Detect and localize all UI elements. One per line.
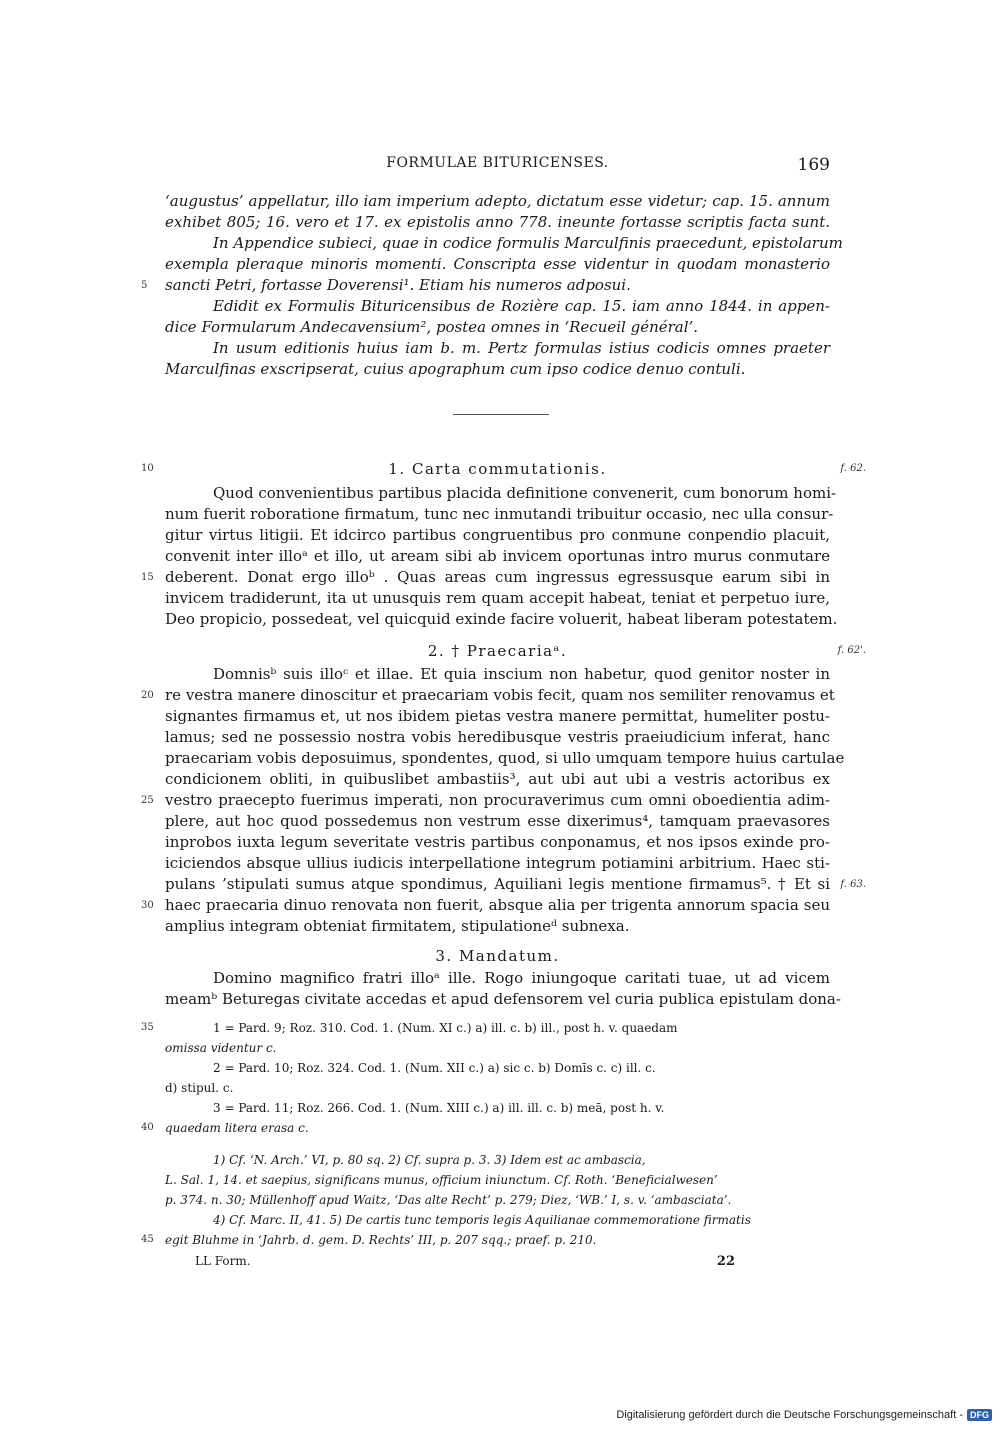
intro-line (165, 212, 830, 233)
line-text: invicem tradiderunt, ita ut unusquis rem quam accepit habeat, teniat et perpetuo iure, (165, 589, 830, 607)
line-text: deberent. Donat ergo illoᵇ . Quas areas cum ingressus egressusque earum sibi in (165, 568, 830, 586)
line-number: 5 (141, 280, 148, 291)
line-number: 40 (141, 1122, 154, 1133)
page-number: 169 (797, 155, 830, 175)
line-text: num fuerit roboratione firmatum, tunc nec inmutandi tribuitur occasio, nec ulla consur- (165, 505, 834, 523)
section-title: 1. Carta commutationis. (388, 460, 607, 478)
footnote-line (141, 1230, 830, 1250)
line-text: praecariam vobis deposuimus, spondentes, quod, si ullo umquam tempore huius cartulae (165, 749, 845, 767)
line-text: ‘augustus’ appellatur, illo iam imperium adepto, dictatum esse videtur; cap. 15. annum (165, 192, 830, 210)
apparatus-line (165, 1058, 830, 1078)
line-text: In Appendice subieci, quae in codice formulis Marculfinis praecedunt, epistolarum (213, 234, 843, 252)
line-text: sancti Petri, fortasse Doverensi¹. Etiam his numeros adposui. (165, 276, 631, 294)
intro-line (141, 275, 830, 296)
section-title: 2. † Praecariaᵃ. (427, 642, 568, 660)
section-divider (453, 414, 549, 415)
line-text: inprobos iuxta legum severitate vestris partibus conponamus, et nos ipsos exinde pro- (165, 833, 830, 851)
line-text: In usum editionis huius iam b. m. Pertz formulas istius codicis omnes praeter (213, 339, 830, 357)
line-text: haec praecaria dinuo renovata non fuerit, absque alia per trigenta annorum spacia seu (165, 896, 830, 914)
intro-line (165, 296, 830, 317)
section-title: 3. Mandatum. (435, 947, 560, 965)
body-line (141, 895, 830, 916)
running-head (165, 155, 830, 179)
line-number: 20 (141, 690, 154, 701)
apparatus-line (141, 1018, 830, 1038)
running-head-title: FORMULAE BITURICENSES. (386, 155, 609, 171)
dfg-logo: DFG (967, 1409, 992, 1421)
footnote-line (165, 1150, 830, 1170)
line-text: amplius integram obteniat firmitatem, stipulationeᵈ subnexa. (165, 917, 630, 935)
body-line (141, 567, 830, 588)
line-text: 2 = Pard. 10; Roz. 324. Cod. 1. (Num. XII c.) a) sic c. b) Domīs c. c) ill. c. (213, 1061, 656, 1075)
line-text: 4) Cf. Marc. II, 41. 5) De cartis tunc temporis legis Aquilianae commemoratione firmatis (213, 1213, 751, 1227)
line-text: lamus; sed ne possessio nostra vobis heredibusque vestris praeiudicium inferat, hanc (165, 728, 830, 746)
line-text: signantes firmamus et, ut nos ibidem pietas vestra manere permittat, humeliter postu- (165, 707, 830, 725)
body-line (165, 588, 830, 609)
body-line (165, 811, 830, 832)
apparatus-line (165, 1098, 830, 1118)
line-text: Quod convenientibus partibus placida definitione convenerit, cum bonorum homi- (213, 484, 837, 502)
section-body (141, 483, 838, 630)
line-text: d) stipul. c. (165, 1081, 234, 1095)
body-line (165, 525, 830, 546)
line-number: 45 (141, 1234, 154, 1245)
line-text: plere, aut hoc quod possedemus non vestrum esse dixerimus⁴, tamquam praevasores (165, 812, 830, 830)
critical-apparatus (141, 1018, 830, 1138)
line-text: Marculfinas exscripserat, cuius apographum cum ipso codice denuo contuli. (165, 360, 746, 378)
body-line (165, 727, 830, 748)
section-heading (165, 640, 866, 662)
body-line (165, 748, 845, 769)
line-text: Domino magnifico fratri illoᵃ ille. Rogo iniungoque caritati tuae, ut ad vicem (213, 969, 830, 987)
body-line (165, 874, 866, 895)
line-text: 1) Cf. ‘N. Arch.’ VI, p. 80 sq. 2) Cf. supra p. 3. 3) Idem est ac ambascia, (213, 1153, 646, 1167)
footnote-line (165, 1190, 830, 1210)
line-text: gitur virtus litigii. Et idcirco partibus congruentibus pro conmune conpendio placuit, (165, 526, 830, 544)
apparatus-line (165, 1038, 830, 1058)
line-number: 35 (141, 1022, 154, 1033)
line-text: p. 374. n. 30; Müllenhoff apud Waitz, ‘Das alte Recht’ p. 279; Diez, ‘WB.’ I, s. v. ‘ambasciata’. (165, 1193, 732, 1207)
body-line (141, 790, 830, 811)
body-line (165, 853, 830, 874)
footnotes (141, 1150, 830, 1250)
body-line (165, 609, 838, 630)
body-line (165, 916, 830, 937)
line-text: 1 = Pard. 9; Roz. 310. Cod. 1. (Num. XI c.) a) ill. c. b) ill., post h. v. quaedam (213, 1021, 678, 1035)
line-text: convenit inter illoᵃ et illo, ut aream sibi ab invicem oportunas intro murus conmutare (165, 547, 830, 565)
credit-text: Digitalisierung gefördert durch die Deutsche Forschungsgemeinschaft - (616, 1409, 963, 1421)
apparatus-line (165, 1078, 830, 1098)
body-line (165, 968, 830, 989)
body-line (165, 769, 830, 790)
body-line (141, 685, 835, 706)
body-line (165, 989, 841, 1010)
section-body (165, 968, 841, 1010)
line-text: condicionem obliti, in quibuslibet ambastiis³, aut ubi aut ubi a vestris actoribus ex (165, 770, 830, 788)
apparatus-line (141, 1118, 830, 1138)
intro-line (165, 191, 830, 212)
body-line (165, 546, 830, 567)
line-text: Deo propicio, possedeat, vel quicquid exinde facire voluerit, habeat liberam potestatem. (165, 610, 838, 628)
intro-line (165, 233, 843, 254)
line-text: quaedam litera erasa c. (165, 1121, 309, 1135)
line-number: 25 (141, 795, 154, 806)
section-body (141, 664, 866, 937)
line-text: 3 = Pard. 11; Roz. 266. Cod. 1. (Num. XIII c.) a) ill. ill. c. b) meā, post h. v. (213, 1101, 665, 1115)
line-text: L. Sal. 1, 14. et saepius, significans munus, officium iniunctum. Cf. Roth. ‘Beneficialwesen’ (165, 1173, 718, 1187)
intro-line (165, 338, 830, 359)
line-text: iciciendos absque ullius iudicis interpellatione integrum potiamini arbitrium. Haec sti- (165, 854, 830, 872)
line-text: Domnisᵇ suis illoᶜ et illae. Et quia inscium non habetur, quod genitor noster in (213, 665, 830, 683)
intro-line (165, 254, 830, 275)
line-text: Edidit ex Formulis Bituricensibus de Rozière cap. 15. iam anno 1844. in appen- (213, 297, 830, 315)
body-line (165, 832, 830, 853)
folio-reference: f. 63. (840, 879, 866, 890)
introduction (141, 191, 843, 380)
body-line (165, 483, 837, 504)
intro-line (165, 359, 830, 380)
intro-line (165, 317, 830, 338)
body-line (165, 706, 830, 727)
line-text: omissa videntur c. (165, 1041, 277, 1055)
digitization-credit (616, 1409, 992, 1421)
gathering-number: 22 (716, 1254, 735, 1269)
line-text: exhibet 805; 16. vero et 17. ex epistolis anno 778. ineunte fortasse scriptis facta sunt. (165, 213, 830, 231)
line-text: re vestra manere dinoscitur et praecariam vobis fecit, quam nos semiliter renovamus et (165, 686, 835, 704)
line-text: vestro praecepto fuerimus imperati, non procuraverimus cum omni oboedientia adim- (165, 791, 830, 809)
footnote-line (165, 1170, 830, 1190)
folio-reference: f. 62'. (837, 645, 866, 656)
line-text: pulans ’stipulati sumus atque spondimus, Aquiliani legis mentione firmamus⁵. † Et si (165, 875, 830, 893)
body-line (165, 664, 830, 685)
line-number: 10 (141, 463, 154, 474)
line-text: egit Bluhme in ‘Jahrb. d. gem. D. Rechts’ III, p. 207 sqq.; praef. p. 210. (165, 1233, 597, 1247)
line-text: dice Formularum Andecavensium², postea omnes in ‘Recueil général’. (165, 318, 699, 336)
line-text: exempla pleraque minoris momenti. Conscripta esse videntur in quodam monasterio (165, 255, 830, 273)
body-line (165, 504, 834, 525)
folio-reference: f. 62. (840, 463, 866, 474)
line-number: 30 (141, 900, 154, 911)
section-heading (165, 945, 830, 967)
footnote-line (165, 1210, 830, 1230)
signature-mark: LL Form. (195, 1254, 251, 1268)
line-text: meamᵇ Beturegas civitate accedas et apud defensorem vel curia publica epistulam dona- (165, 990, 841, 1008)
section-heading (141, 458, 866, 480)
line-number: 15 (141, 572, 154, 583)
